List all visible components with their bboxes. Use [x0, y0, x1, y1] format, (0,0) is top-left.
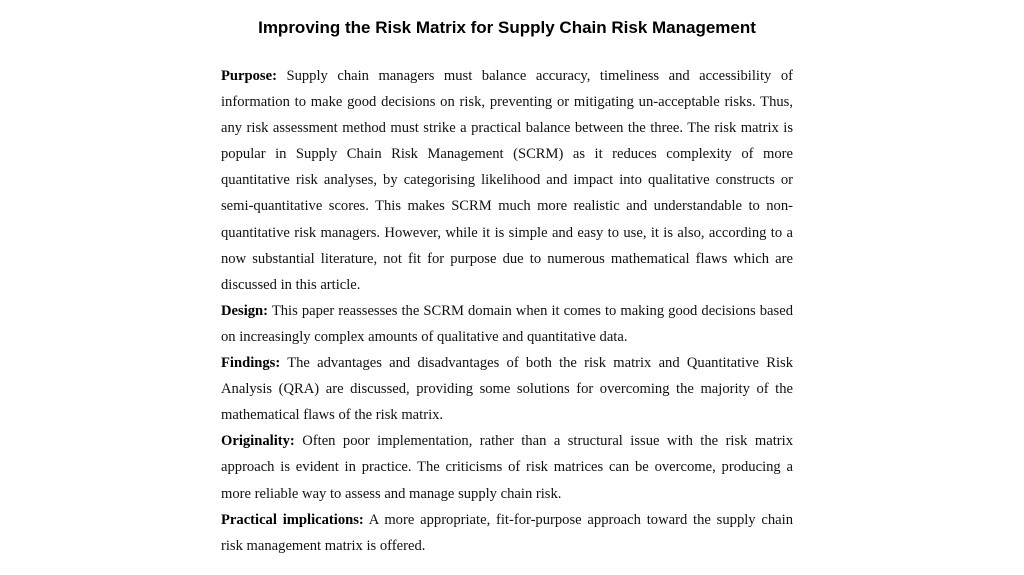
practical-implications-text: A more appropriate, fit-for-purpose approach toward the supply chain risk management matrix is offered.: [221, 511, 794, 554]
paper-title: Improving the Risk Matrix for Supply Chain Risk Management: [258, 18, 756, 37]
practical-implications-label: Practical implications:: [221, 511, 364, 528]
purpose-paragraph: [221, 63, 793, 298]
originality-label: Originality:: [221, 433, 295, 450]
practical-implications-paragraph: [221, 507, 793, 559]
findings-label: Findings:: [221, 355, 281, 372]
findings-text: The advantages and disadvantages of both the risk matrix and Quantitative Risk Analysis (QRA) are discussed, providing some solutions for overcoming the majority of the mathematical flaws of the risk matrix.: [221, 355, 793, 424]
purpose-text: Supply chain managers must balance accuracy, timeliness and accessibility of information to make good decisions on risk, preventing or mitigating un-acceptable risks. Thus, any risk assessment method must strike a practical balance between the three. The risk matrix is popular in Supply Chain Risk Management (SCRM) as it reduces complexity of more quantitative risk analyses, by categorising likelihood and impact into qualitative constructs or semi-quantitative scores. This makes SCRM much more realistic and understandable to non-quantitative risk managers. However, while it is simple and easy to use, it is also, according to a now substantial literature, not fit for purpose due to numerous mathematical flaws which are discussed in this article.: [221, 68, 793, 293]
abstract-body: [221, 63, 793, 559]
purpose-label: Purpose:: [221, 68, 277, 84]
design-label: Design:: [221, 302, 269, 319]
originality-paragraph: [221, 428, 793, 506]
design-paragraph: [221, 298, 793, 350]
originality-text: Often poor implementation, rather than a structural issue with the risk matrix approach is evident in practice. The criticisms of risk matrices can be overcome, producing a more reliable way to assess and manage supply chain risk.: [221, 433, 793, 502]
findings-paragraph: [221, 350, 793, 428]
design-text: This paper reassesses the SCRM domain when it comes to making good decisions based on increasingly complex amounts of qualitative and quantitative data.: [221, 302, 793, 345]
